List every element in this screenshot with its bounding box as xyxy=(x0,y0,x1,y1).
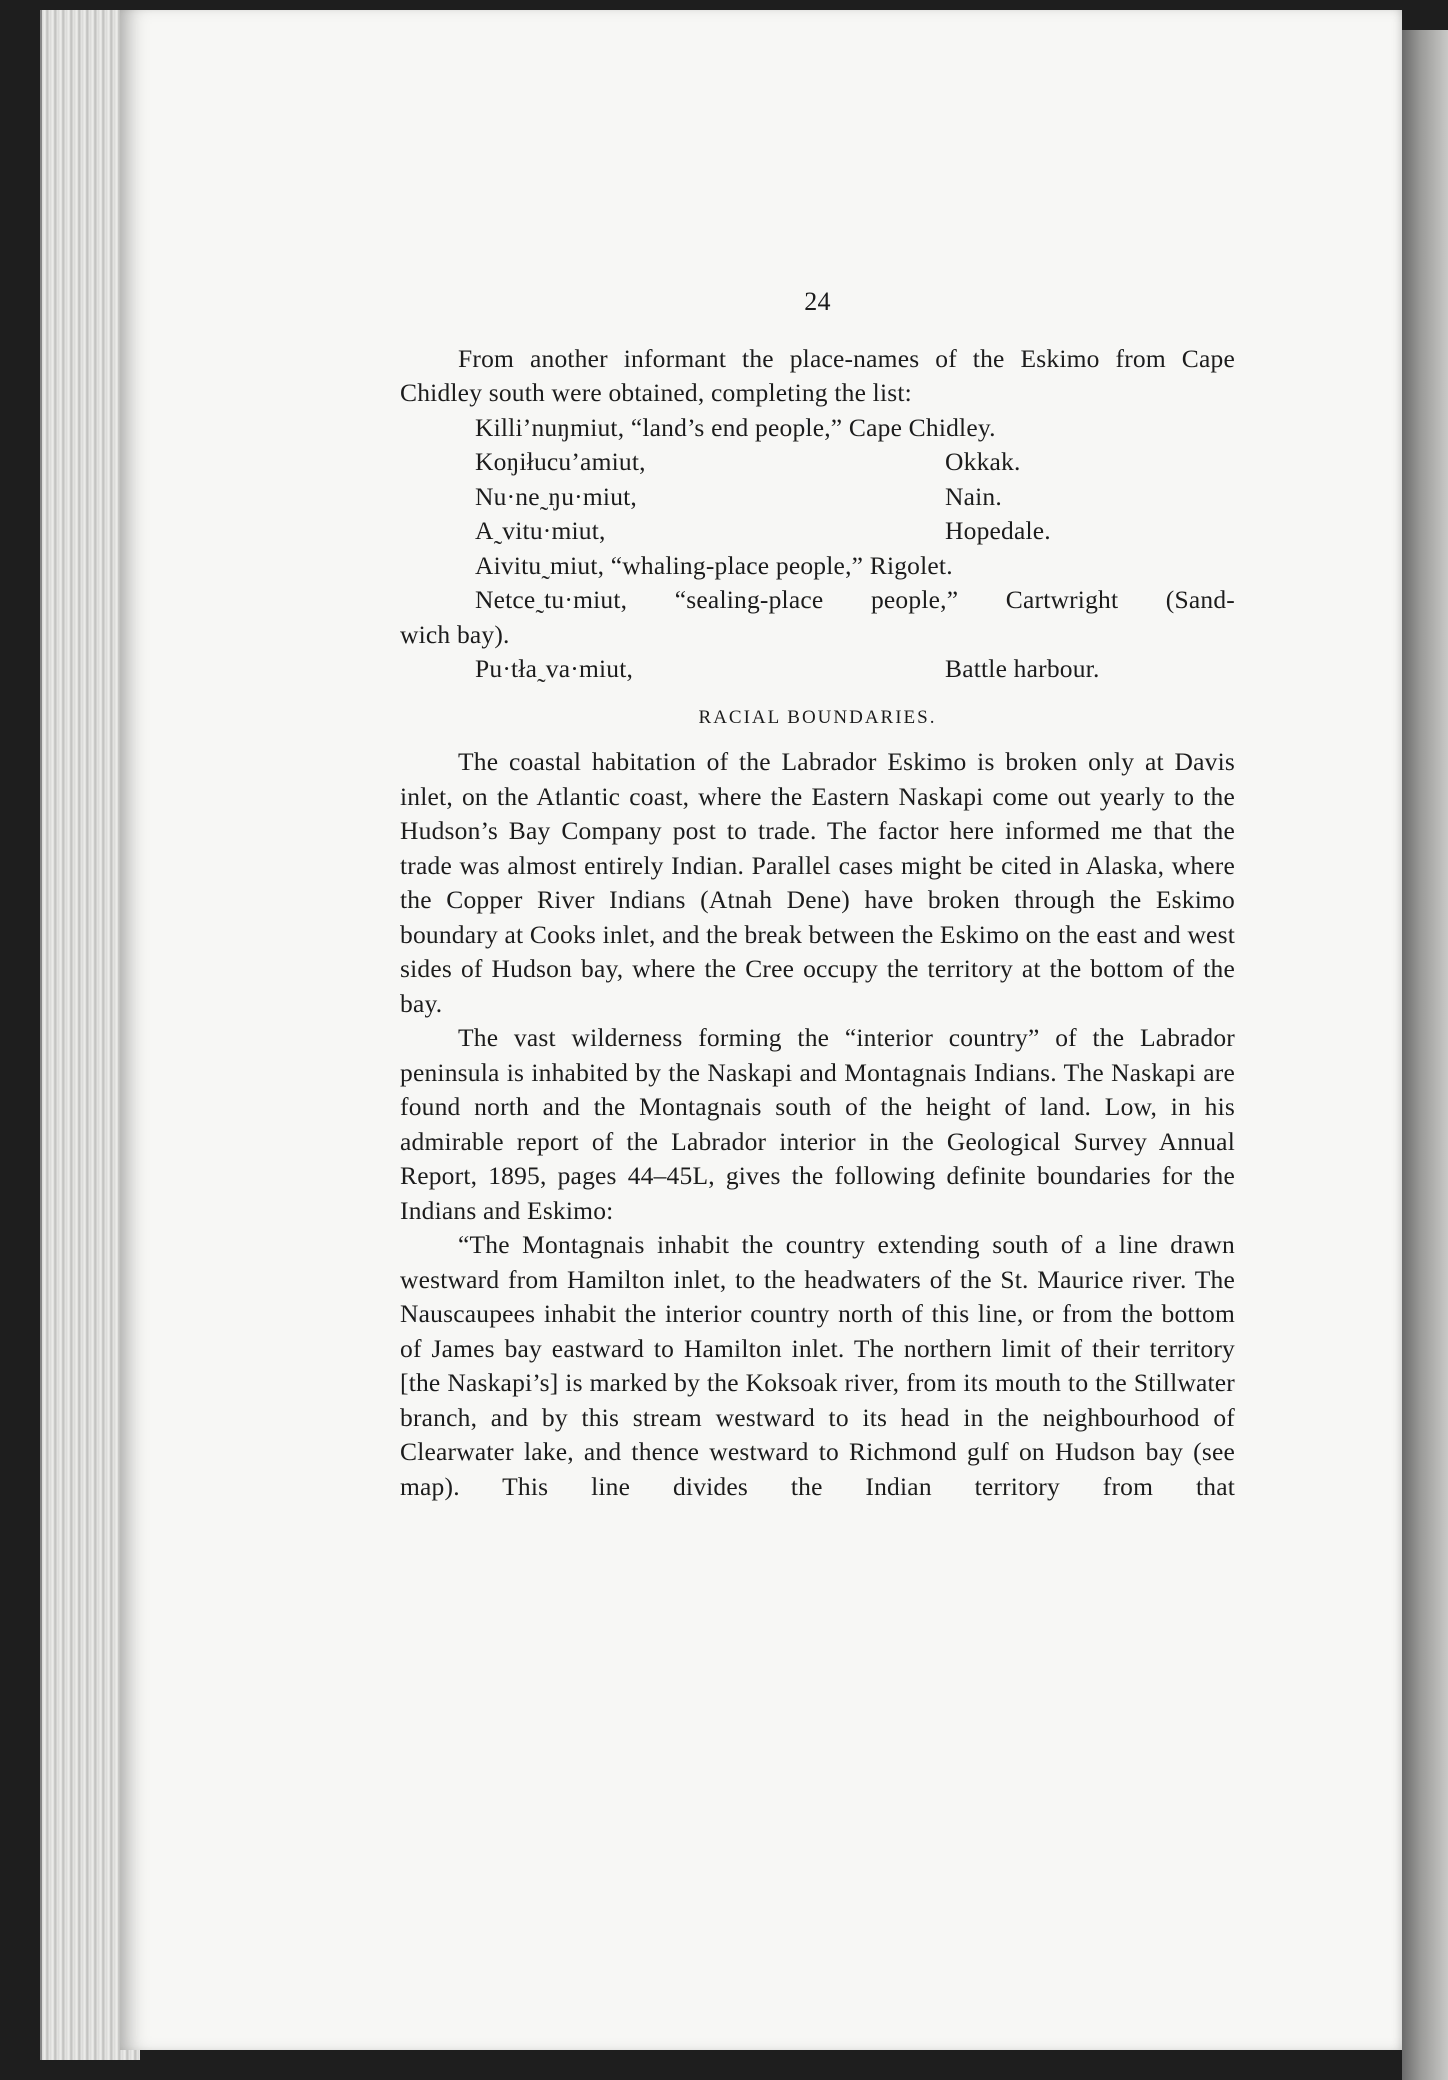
place-name-entry xyxy=(400,549,1235,584)
eskimo-name-continued: wich bay). xyxy=(400,619,510,649)
text-block xyxy=(400,285,1235,1504)
section-heading: RACIAL BOUNDARIES. xyxy=(698,706,937,728)
place-name-entry xyxy=(400,583,1235,618)
place-name-continuation xyxy=(400,618,1235,653)
eskimo-name: Killi’nuŋmiut, “land’s end people,” Cape Chidley. xyxy=(475,412,996,442)
quoted-paragraph: “The Montagnais inhabit the country extending south of a line drawn westward from Hamilton inlet, to the headwaters of the St. Maurice river. The Nauscaupees inhabit the interior country north of this line, or from the bottom of James bay eastward to Hamilton inlet. The northern limit of their territory [the Naskapi’s] is marked by the Koksoak river, from its mouth to the Stillwater branch, and by this stream westward to its head in the neighbourhood of Clearwater lake, and thence westward to Richmond gulf on Hudson bay (see map). This line divides the Indian territory from that xyxy=(400,1230,1235,1501)
eskimo-name: Aivitu˷miut, “whaling-place people,” Rigolet. xyxy=(475,550,953,580)
eskimo-name: A˷vitu·miut, xyxy=(475,516,606,545)
eskimo-name: Pu·tła˷va·miut, xyxy=(475,654,634,683)
intro-paragraph: From another informant the place-names of the Eskimo from Cape Chidley south were obtained, completing the list: xyxy=(400,343,1235,407)
eskimo-name: Nu·ne˷ŋu·miut, xyxy=(475,481,638,511)
page-number: 24 xyxy=(804,287,831,316)
place-name: Okkak. xyxy=(945,447,1021,476)
body-paragraph: The coastal habitation of the Labrador Eskimo is broken only at Davis inlet, on the Atlantic coast, where the Eastern Naskapi come out yearly to the Hudson’s Bay Company post to trade. The factor here informed me that the trade was almost entirely Indian. Parallel cases might be cited in Alaska, where the Copper River Indians (Atnah Dene) have broken through the Eskimo boundary at Cooks inlet, and the break between the Eskimo on the east and west sides of Hudson bay, where the Cree occupy the territory at the bottom of the bay. xyxy=(400,747,1235,1018)
body-paragraph: The vast wilderness forming the “interior country” of the Labrador peninsula is inhabited by the Naskapi and Montagnais Indians. The Naskapi are found north and the Montagnais south of the height of land. Low, in his admirable report of the Labrador interior in the Geological Survey Annual Report, 1895, pages 44–45L, gives the following definite boundaries for the Indians and Eskimo: xyxy=(400,1023,1235,1225)
place-name-entry xyxy=(400,652,1235,687)
place-name-entry xyxy=(400,514,1235,549)
place-name-entry xyxy=(400,480,1235,515)
place-name: Hopedale. xyxy=(945,516,1051,545)
eskimo-name: Netce˷tu·miut, “sealing-place people,” Cartwright (Sand- xyxy=(475,585,1235,614)
place-name: Nain. xyxy=(945,481,1002,511)
place-name-entry xyxy=(400,445,1235,480)
eskimo-name: Koŋiłucu’amiut, xyxy=(475,447,646,476)
place-name: Battle harbour. xyxy=(945,654,1100,683)
place-name-entry xyxy=(400,411,1235,446)
place-name-list xyxy=(400,411,1235,687)
page-right-edge xyxy=(1402,30,1448,2080)
